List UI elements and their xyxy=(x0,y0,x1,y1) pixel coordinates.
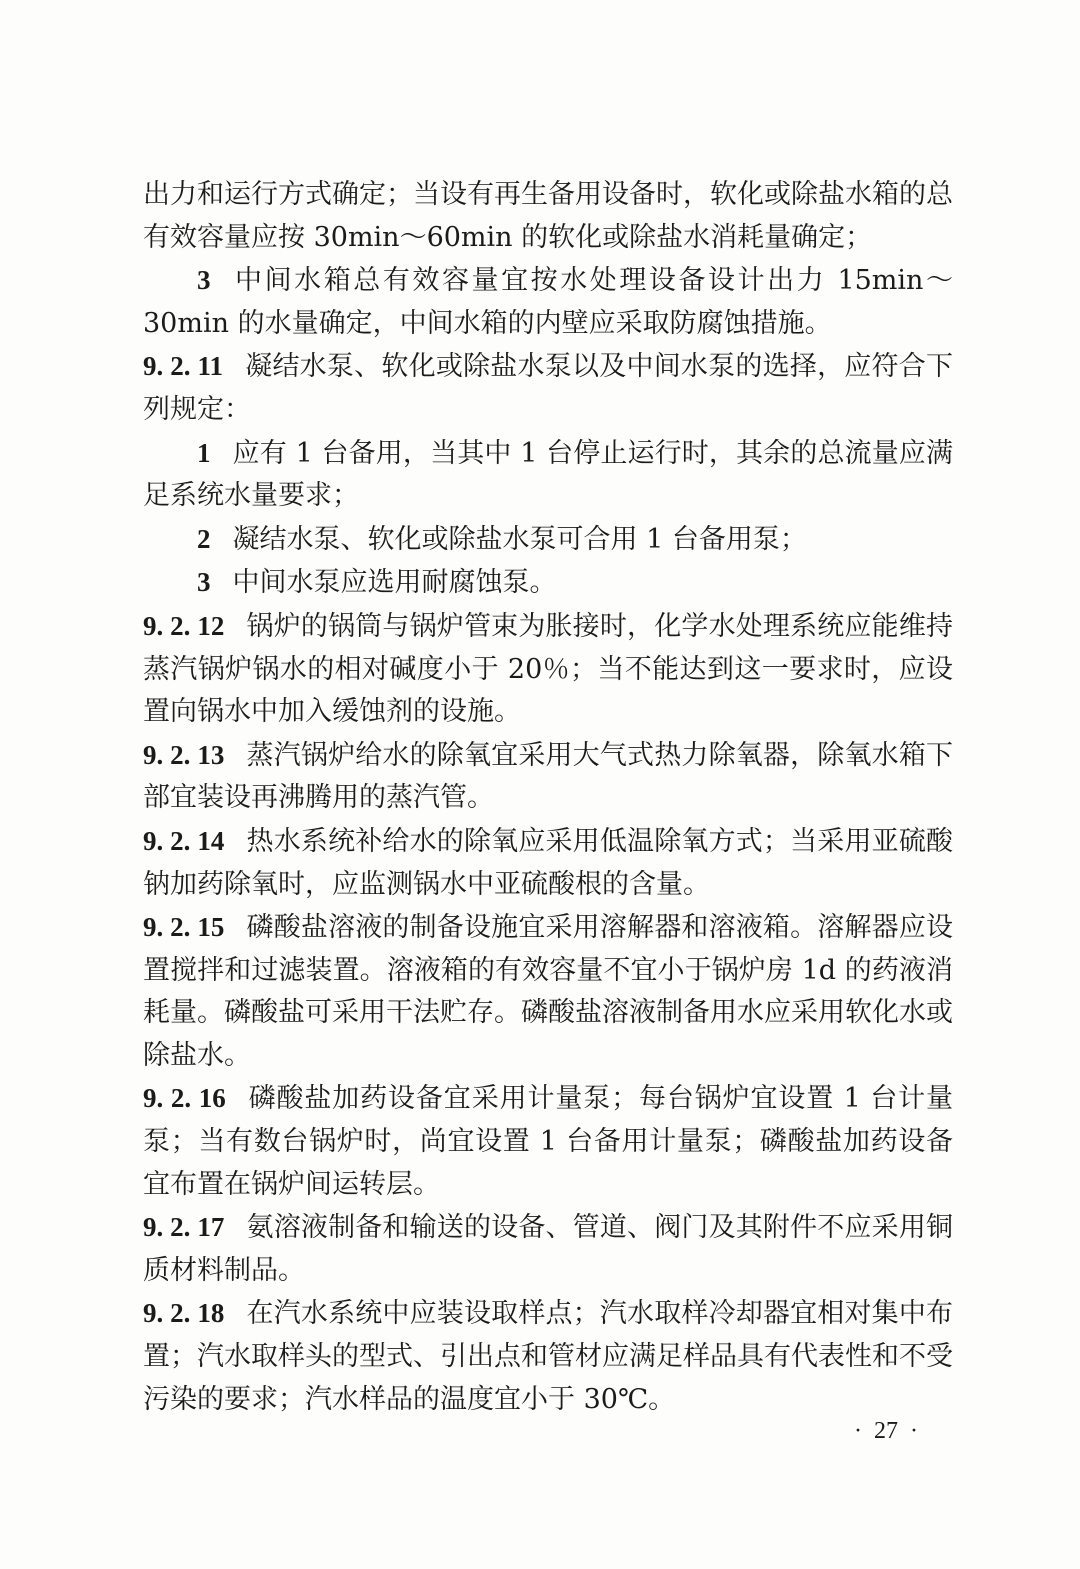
item-text: 中间水泵应选用耐腐蚀泵。 xyxy=(232,567,557,599)
clause xyxy=(143,734,953,820)
body-text xyxy=(143,174,953,1421)
clause xyxy=(143,906,953,1077)
clause-number: 9. 2. 12 xyxy=(143,610,225,641)
list-item xyxy=(143,561,953,605)
clause-number: 9. 2. 18 xyxy=(143,1298,225,1329)
item-number: 1 xyxy=(197,437,211,468)
paragraph-continuation xyxy=(143,174,953,259)
clause-number: 9. 2. 17 xyxy=(143,1212,225,1243)
clause-number: 9. 2. 15 xyxy=(143,912,225,943)
item-number: 3 xyxy=(197,567,211,598)
clause-text: 锅炉的锅筒与锅炉管束为胀接时，化学水处理系统应能维持蒸汽锅炉锅水的相对碱度小于 20％；当不能达到这一要求时，应设置向锅水中加入缓蚀剂的设施。 xyxy=(143,610,954,728)
clause-text: 蒸汽锅炉给水的除氧宜采用大气式热力除氧器，除氧水箱下部宜装设再沸腾用的蒸汽管。 xyxy=(143,739,954,814)
list-item xyxy=(143,259,953,345)
list-item xyxy=(143,432,953,518)
clause-number: 9. 2. 14 xyxy=(143,825,225,856)
item-number: 3 xyxy=(197,265,211,296)
clause xyxy=(143,1292,953,1421)
clause xyxy=(143,605,953,734)
clause-text: 氨溶液制备和输送的设备、管道、阀门及其附件不应采用铜质材料制品。 xyxy=(143,1212,954,1286)
clause-text: 磷酸盐溶液的制备设施宜采用溶解器和溶液箱。溶解器应设置搅拌和过滤装置。溶液箱的有效容量不宜小于锅炉房 1d 的药液消耗量。磷酸盐可采用干法贮存。磷酸盐溶液制备用水应采用软化水或除盐水。 xyxy=(143,912,954,1071)
clause-text: 在汽水系统中应装设取样点；汽水取样冷却器宜相对集中布置；汽水取样头的型式、引出点和管材应满足样品具有代表性和不受污染的要求；汽水样品的温度宜小于 30℃。 xyxy=(143,1298,954,1415)
item-number: 2 xyxy=(197,523,211,554)
clause-number: 9. 2. 16 xyxy=(143,1083,226,1114)
clause xyxy=(143,1206,953,1292)
item-text: 应有 1 台备用，当其中 1 台停止运行时，其余的总流量应满足系统水量要求； xyxy=(143,437,953,512)
clause xyxy=(143,345,953,431)
clause-text: 磷酸盐加药设备宜采用计量泵；每台锅炉宜设置 1 台计量泵；当有数台锅炉时，尚宜设置 1 台备用计量泵；磷酸盐加药设备宜布置在锅炉间运转层。 xyxy=(143,1083,954,1200)
clause xyxy=(143,1077,953,1206)
list-item xyxy=(143,518,953,562)
clause-number: 9. 2. 11 xyxy=(143,351,223,382)
item-text: 凝结水泵、软化或除盐水泵可合用 1 台备用泵； xyxy=(232,523,807,555)
clause-text: 凝结水泵、软化或除盐水泵以及中间水泵的选择，应符合下列规定： xyxy=(143,351,954,425)
item-text: 中间水箱总有效容量宜按水处理设备设计出力 15min～30min 的水量确定，中间水箱的内壁应采取防腐蚀措施。 xyxy=(143,265,953,339)
clause xyxy=(143,820,953,906)
paragraph-text: 出力和运行方式确定；当设有再生备用设备时，软化或除盐水箱的总有效容量应按 30min～60min 的软化或除盐水消耗量确定； xyxy=(143,179,953,253)
page-number: · 27 · xyxy=(854,1418,918,1444)
clause-text: 热水系统补给水的除氧应采用低温除氧方式；当采用亚硫酸钠加药除氧时，应监测锅水中亚硫酸根的含量。 xyxy=(143,825,954,900)
clause-number: 9. 2. 13 xyxy=(143,739,225,770)
